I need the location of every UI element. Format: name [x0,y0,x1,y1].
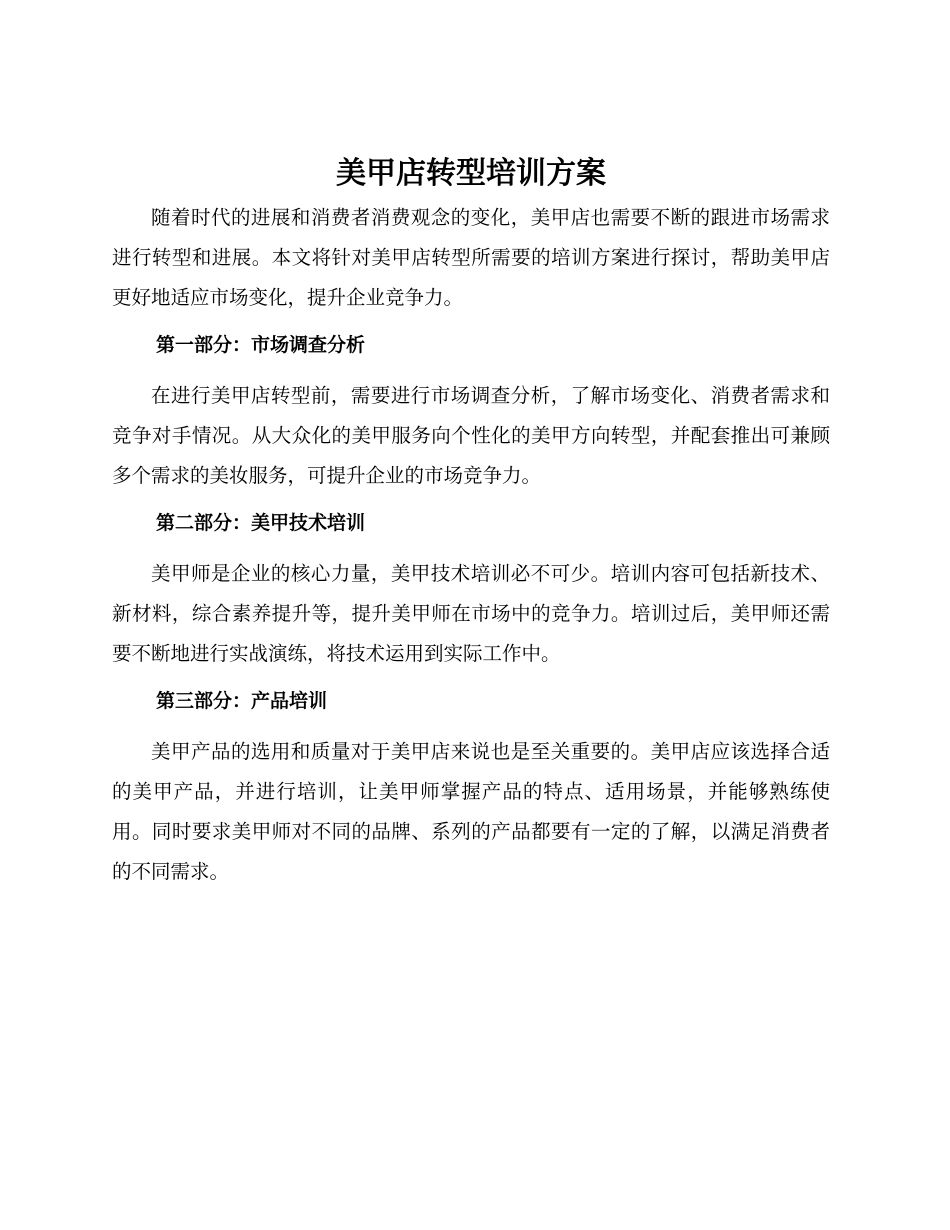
document-body [112,150,830,892]
section-1-paragraph: 在进行美甲店转型前，需要进行市场调查分析，了解市场变化、消费者需求和竞争对手情况。从大众化的美甲服务向个性化的美甲方向转型，并配套推出可兼顾多个需求的美妆服务，可提升企业的市场竞争力。 [112,384,830,487]
section-3-paragraph: 美甲产品的选用和质量对于美甲店来说也是至关重要的。美甲店应该选择合适的美甲产品，并进行培训，让美甲师掌握产品的特点、适用场景，并能够熟练使用。同时要求美甲师对不同的品牌、系列的产品都要有一定的了解，以满足消费者的不同需求。 [112,740,830,883]
section-1-heading: 第一部分：市场调查分析 [156,334,366,356]
section-2-paragraph: 美甲师是企业的核心力量，美甲技术培训必不可少。培训内容可包括新技术、新材料，综合素养提升等，提升美甲师在市场中的竞争力。培训过后，美甲师还需要不断地进行实战演练，将技术运用到实际工作中。 [112,562,830,665]
section-3-heading: 第三部分：产品培训 [156,690,328,712]
document-title: 美甲店转型培训方案 [336,156,606,191]
section-2-heading: 第二部分：美甲技术培训 [156,512,366,534]
intro-paragraph: 随着时代的进展和消费者消费观念的变化，美甲店也需要不断的跟进市场需求进行转型和进展。本文将针对美甲店转型所需要的培训方案进行探讨，帮助美甲店更好地适应市场变化，提升企业竞争力。 [112,206,830,309]
